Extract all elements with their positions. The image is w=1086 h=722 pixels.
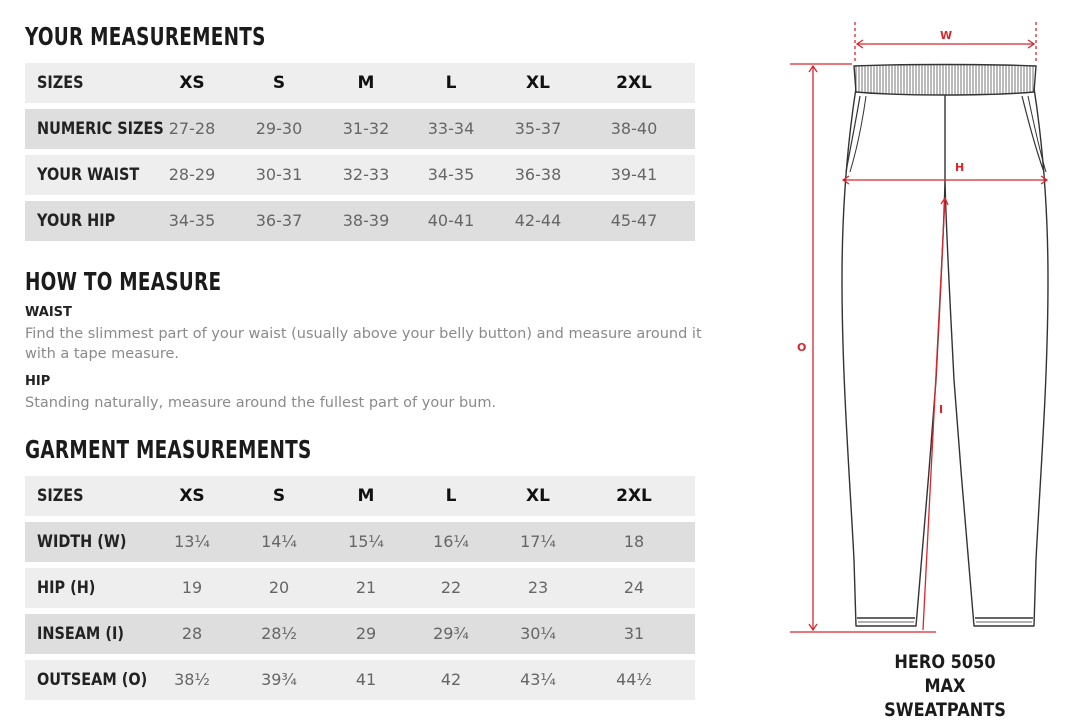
table-cell: 18 bbox=[623, 532, 645, 551]
table-row bbox=[25, 522, 695, 562]
table-cell: 34-35 bbox=[168, 211, 216, 230]
table-cell: 38-39 bbox=[342, 211, 390, 230]
outseam-marker-label: O bbox=[797, 341, 807, 354]
table-cell: 30¼ bbox=[520, 624, 556, 643]
row-label: WIDTH (W) bbox=[37, 532, 127, 552]
sizes-header-label: SIZES bbox=[37, 486, 84, 506]
table-row bbox=[25, 660, 695, 700]
size-header: 2XL bbox=[616, 73, 652, 93]
table-cell: 36-38 bbox=[514, 165, 562, 184]
row-label: HIP (H) bbox=[37, 578, 96, 598]
table-cell: 38½ bbox=[174, 670, 210, 689]
table-cell: 16¼ bbox=[433, 532, 469, 551]
table-cell: 28½ bbox=[261, 624, 297, 643]
waist-label: WAIST bbox=[25, 305, 72, 320]
table-cell: 30-31 bbox=[255, 165, 303, 184]
table-cell: 39¾ bbox=[261, 670, 297, 689]
table-cell: 33-34 bbox=[427, 119, 475, 138]
table-cell: 31-32 bbox=[342, 119, 390, 138]
hip-label: HIP bbox=[25, 374, 51, 389]
table-row bbox=[25, 201, 695, 241]
table-cell: 24 bbox=[623, 578, 645, 597]
table-cell: 19 bbox=[181, 578, 203, 597]
table-cell: 41 bbox=[355, 670, 377, 689]
table-cell: 21 bbox=[355, 578, 377, 597]
row-label: YOUR HIP bbox=[37, 211, 116, 231]
width-marker-label: W bbox=[940, 29, 953, 42]
product-name-line: HERO 5050 MAX bbox=[894, 651, 996, 697]
size-header: XL bbox=[526, 486, 550, 506]
hip-instructions: Standing naturally, measure around the fullest part of your bum. bbox=[25, 395, 497, 411]
sizes-header-label: SIZES bbox=[37, 73, 84, 93]
waist-instructions: Find the slimmest part of your waist (usually above your belly button) and measure around it with a tape measure. bbox=[25, 326, 702, 362]
size-header: S bbox=[272, 486, 286, 506]
table-cell: 14¼ bbox=[261, 532, 297, 551]
table-cell: 32-33 bbox=[342, 165, 390, 184]
table-cell: 39-41 bbox=[610, 165, 658, 184]
table-cell: 23 bbox=[527, 578, 549, 597]
size-header: M bbox=[357, 73, 375, 93]
table-cell: 40-41 bbox=[427, 211, 475, 230]
table-cell: 27-28 bbox=[168, 119, 216, 138]
row-label: YOUR WAIST bbox=[37, 165, 140, 185]
table-cell: 29¾ bbox=[433, 624, 469, 643]
table-header-row bbox=[25, 476, 695, 516]
table-header-row bbox=[25, 63, 695, 103]
table-cell: 42-44 bbox=[514, 211, 562, 230]
table-cell: 35-37 bbox=[514, 119, 562, 138]
table-cell: 17¼ bbox=[520, 532, 556, 551]
your-measurements-title: YOUR MEASUREMENTS bbox=[25, 22, 266, 51]
waistband bbox=[854, 65, 1036, 96]
row-label: OUTSEAM (O) bbox=[37, 670, 148, 690]
table-cell: 38-40 bbox=[610, 119, 658, 138]
table-cell: 31 bbox=[623, 624, 645, 643]
size-header: XL bbox=[526, 73, 550, 93]
table-cell: 13¼ bbox=[174, 532, 210, 551]
size-header: L bbox=[445, 73, 457, 93]
table-cell: 22 bbox=[440, 578, 462, 597]
table-cell: 43¼ bbox=[520, 670, 556, 689]
size-header: M bbox=[357, 486, 375, 506]
table-cell: 45-47 bbox=[610, 211, 658, 230]
table-cell: 28 bbox=[181, 624, 203, 643]
table-cell: 28-29 bbox=[168, 165, 216, 184]
table-cell: 15¼ bbox=[348, 532, 384, 551]
size-header: L bbox=[445, 486, 457, 506]
table-row bbox=[25, 568, 695, 608]
product-name bbox=[873, 650, 1018, 722]
table-cell: 42 bbox=[440, 670, 462, 689]
row-label: NUMERIC SIZES bbox=[37, 119, 164, 139]
row-label: INSEAM (I) bbox=[37, 624, 124, 644]
table-cell: 44½ bbox=[616, 670, 652, 689]
table-cell: 29-30 bbox=[255, 119, 303, 138]
table-row bbox=[25, 155, 695, 195]
size-header: XS bbox=[179, 73, 205, 93]
size-header: S bbox=[272, 73, 286, 93]
how-to-measure-title: HOW TO MEASURE bbox=[25, 267, 222, 296]
table-row bbox=[25, 109, 695, 149]
inseam-marker-label: I bbox=[939, 403, 944, 416]
table-cell: 34-35 bbox=[427, 165, 475, 184]
sweatpants-diagram bbox=[780, 10, 1080, 650]
hip-marker-label: H bbox=[955, 161, 965, 174]
size-header: XS bbox=[179, 486, 205, 506]
sweatpants-outline bbox=[842, 88, 1048, 626]
table-cell: 20 bbox=[268, 578, 290, 597]
garment-measurements-title: GARMENT MEASUREMENTS bbox=[25, 435, 312, 464]
table-cell: 36-37 bbox=[255, 211, 303, 230]
table-cell: 29 bbox=[355, 624, 377, 643]
table-row bbox=[25, 614, 695, 654]
product-name-line: SWEATPANTS bbox=[884, 699, 1006, 721]
size-header: 2XL bbox=[616, 486, 652, 506]
